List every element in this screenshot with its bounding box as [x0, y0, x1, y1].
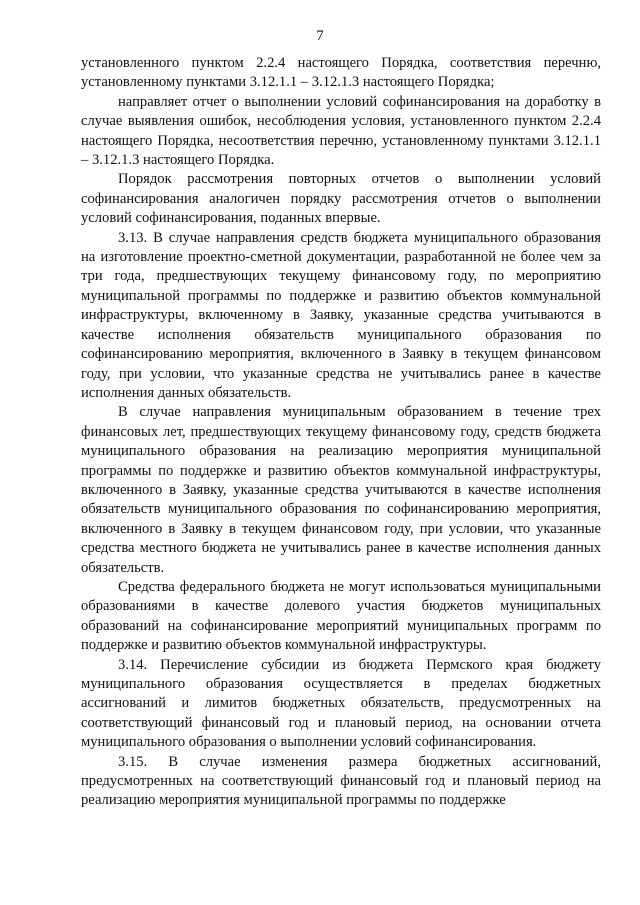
paragraph-3-13: 3.13. В случае направления средств бюджета муниципального образования на изготовление проектно-сметной документации, разработанной не более чем за три года, предшествующих текущему финансовому году, по мероприятию муниципальной программы по поддержке и развитию объектов коммунальной инфраструктуры, включенному в Заявку, указанные средства учитываются в качестве исполнения обязательств муниципального образования по софинансированию мероприятия, включенного в Заявку в текущем финансовом году, при условии, что указанные средства не учитывались ранее в качестве исполнения данных обязательств.	[81, 229, 601, 401]
page-number: 7	[316, 28, 324, 44]
paragraph-federal-funds: Средства федерального бюджета не могут использоваться муниципальными образованиями в качестве долевого участия бюджетов муниципальных образований на софинансирование мероприятий муниципальных программ по поддержке и развитию объектов коммунальной инфраструктуры.	[81, 578, 601, 654]
document-body	[81, 54, 601, 811]
paragraph-repeat-reports: Порядок рассмотрения повторных отчетов о выполнении условий софинансирования аналогичен порядку рассмотрения отчетов о выполнении условий софинансирования, поданных впервые.	[81, 171, 601, 227]
paragraph-continuation: установленного пунктом 2.2.4 настоящего Порядка, соответствия перечню, установленному пунктами 3.12.1.1 – 3.12.1.3 настоящего Порядка;	[81, 55, 601, 91]
paragraph-3-14: 3.14. Перечисление субсидии из бюджета Пермского края бюджету муниципального образования осуществляется в пределах бюджетных ассигнований и лимитов бюджетных обязательств, предусмотренных на соответствующий финансовый год и плановый период, на основании отчета муниципального образования о выполнении условий софинансирования.	[81, 656, 601, 751]
paragraph-return-for-revision: направляет отчет о выполнении условий софинансирования на доработку в случае выявления ошибок, несоблюдения условия, установленного пунктом 2.2.4 настоящего Порядка, несоответствия перечню, установленному пунктами 3.12.1.1 – 3.12.1.3 настоящего Порядка.	[81, 93, 601, 169]
paragraph-three-years: В случае направления муниципальным образованием в течение трех финансовых лет, предшествующих текущему финансовому году, средств бюджета муниципального образования на реализацию мероприятия муниципальной программы по поддержке и развитию объектов коммунальной инфраструктуры, включенного в Заявку, указанные средства учитываются в качестве исполнения обязательств муниципального образования по софинансированию мероприятия, включенного в Заявку в текущем финансовом году, при условии, что указанные средства местного бюджета не учитывались ранее в качестве исполнения данных обязательств.	[81, 404, 601, 576]
paragraph-3-15: 3.15. В случае изменения размера бюджетных ассигнований, предусмотренных на соответствующий финансовый год и плановый период на реализацию мероприятия муниципальной программы по поддержке	[81, 753, 601, 809]
